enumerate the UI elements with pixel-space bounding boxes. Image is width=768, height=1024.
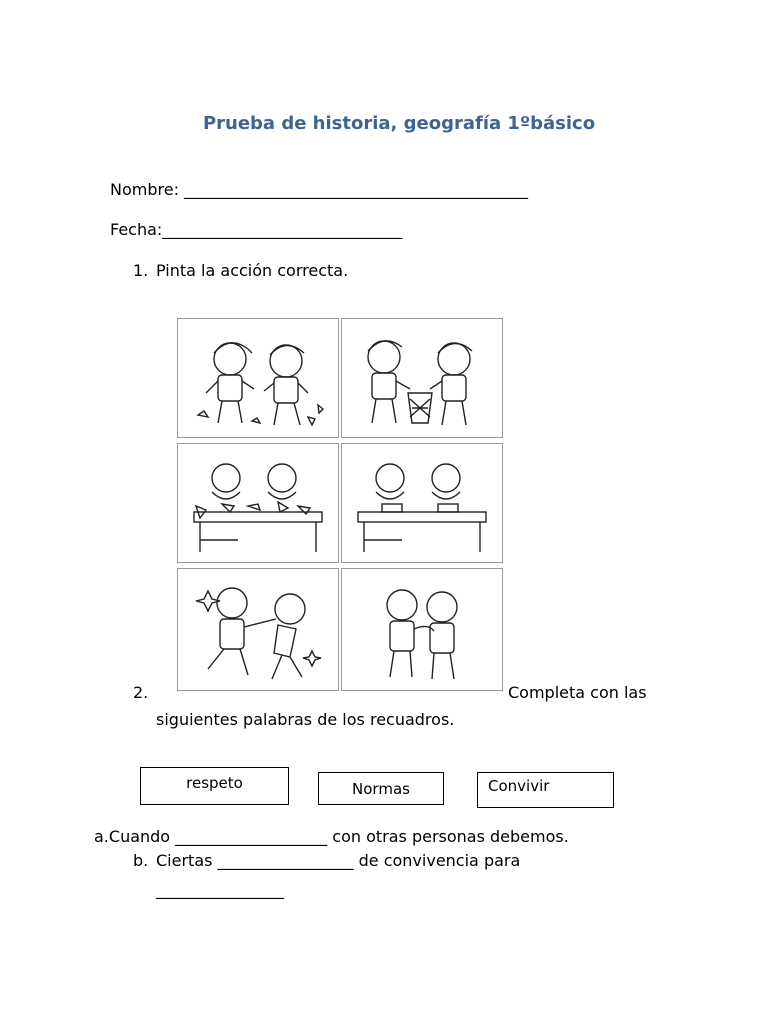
nombre-field[interactable]: Nombre: ___________________________________________ (110, 180, 529, 199)
kids-messy-desk-icon[interactable] (177, 443, 339, 563)
word-box-normas (318, 772, 444, 805)
fecha-field[interactable]: Fecha:______________________________ (110, 220, 403, 239)
kids-fighting-icon[interactable] (177, 568, 339, 691)
boys-littering-icon[interactable] (177, 318, 339, 438)
word-box-convivir (477, 772, 614, 808)
word-normas: Normas (352, 779, 410, 798)
kids-tidy-desk-icon[interactable] (341, 443, 503, 563)
word-box-respeto (140, 767, 289, 805)
question-1-number: 1. (133, 261, 149, 280)
sentence-b: Ciertas _________________ de convivencia para (156, 851, 521, 870)
question-2-number: 2. (133, 683, 149, 702)
sentence-b-label: b. (133, 851, 149, 870)
kids-hugging-icon[interactable] (341, 568, 503, 691)
word-convivir: Convivir (488, 777, 550, 795)
question-2-text: Completa con las (508, 683, 647, 702)
sentence-b-blank[interactable]: ________________ (156, 880, 284, 899)
word-respeto: respeto (186, 774, 243, 792)
page-title: Prueba de historia, geografía 1ºbásico (202, 113, 596, 134)
boys-using-trash-bin-icon[interactable] (341, 318, 503, 438)
coloring-image-grid (177, 318, 502, 689)
question-2-text-continued: siguientes palabras de los recuadros. (156, 710, 455, 729)
question-1-text: Pinta la acción correcta. (156, 261, 349, 280)
sentence-a: a.Cuando ___________________ con otras personas debemos. (94, 827, 569, 846)
